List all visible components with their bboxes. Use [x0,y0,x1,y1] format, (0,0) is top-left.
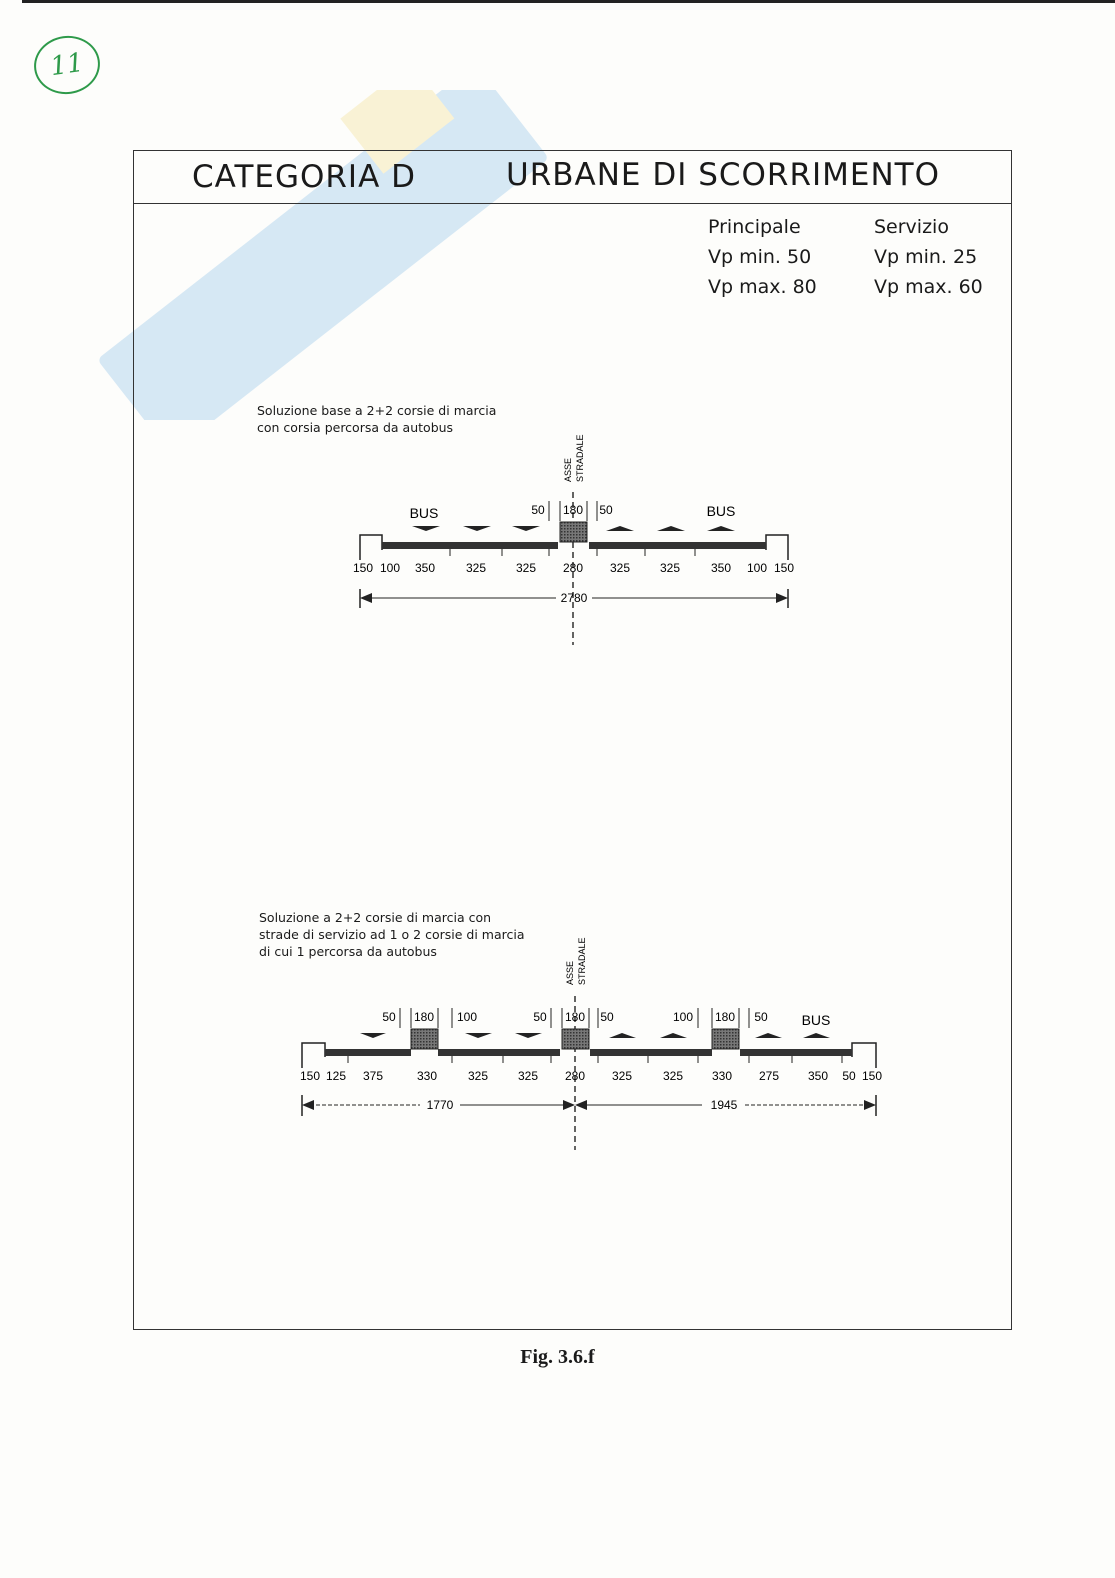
dimension-label: 180 [413,1010,435,1024]
direction-arrow [609,1033,636,1038]
speed-principale-min: Vp min. 50 [708,246,812,268]
speed-servizio-label: Servizio [874,216,949,238]
diagram2-caption-line: di cui 1 percorsa da autobus [259,944,437,959]
dimension-label: 50 [754,1010,768,1024]
lane-dimension: 150 [861,1069,883,1083]
central-median [562,1029,589,1049]
figure-caption: Fig. 3.6.f [520,1346,595,1368]
lane-dimension: 350 [710,561,732,575]
right-sidewalk [852,1043,876,1068]
lane-dimension: 125 [325,1069,347,1083]
total-left-label: 1770 [426,1098,454,1112]
lane-dimension: 375 [362,1069,384,1083]
dimension-label: 50 [600,1010,614,1024]
right-carriageway [590,1049,712,1056]
diagram1-caption-line: Soluzione base a 2+2 corsie di marcia [257,403,497,418]
direction-arrow [465,1033,492,1038]
dimension-label: 180 [562,503,584,517]
lane-dimension: 50 [842,1069,856,1083]
left-service-road [325,1049,411,1056]
lane-dimension: 325 [609,561,631,575]
lane-dimension: 150 [299,1069,321,1083]
dimension-label: 100 [672,1010,694,1024]
lane-dimension: 325 [467,1069,489,1083]
axis-label: STRADALE [575,434,585,482]
lane-dimension: 275 [758,1069,780,1083]
direction-arrow [515,1033,542,1038]
diagram2-caption-line: strade di servizio ad 1 o 2 corsie di marcia [259,927,525,942]
total-width-label: 2780 [560,591,588,605]
diagram2-caption-line: Soluzione a 2+2 corsie di marcia con [259,910,492,925]
dimension-label: 50 [533,1010,547,1024]
lane-dimension: 325 [611,1069,633,1083]
lane-dimension: 325 [662,1069,684,1083]
lane-dimension: 350 [414,561,436,575]
speed-principale-max: Vp max. 80 [708,276,817,298]
axis-label: ASSE [563,457,573,482]
lane-dimension: 330 [416,1069,438,1083]
bus-label: BUS [706,503,736,519]
lane-dimension: 325 [659,561,681,575]
category-title: CATEGORIA D [192,159,417,195]
dimension-label: 50 [599,503,613,517]
bus-label: BUS [409,505,439,521]
speed-servizio-max: Vp max. 60 [874,276,983,298]
lane-dimension: 325 [517,1069,539,1083]
lane-dimension: 100 [746,561,768,575]
bus-label: BUS [801,1012,831,1028]
dimension-label: 180 [714,1010,736,1024]
diagram1-caption-line: con corsia percorsa da autobus [257,420,454,435]
right-service-road [740,1049,852,1056]
left-sidewalk [302,1043,325,1068]
dimension-label: 180 [564,1010,586,1024]
direction-arrow [660,1033,687,1038]
lane-dimension: 280 [562,561,584,575]
total-right-label: 1945 [710,1098,738,1112]
direction-arrow [360,1033,386,1038]
lane-dimension: 325 [515,561,537,575]
page-number: 11 [30,32,103,99]
lane-dimension: 100 [379,561,401,575]
left-carriageway [438,1049,560,1056]
dimension-label: 100 [456,1010,478,1024]
speed-principale-label: Principale [708,216,801,238]
road-type-title: URBANE DI SCORRIMENTO [506,157,941,193]
axis-label: STRADALE [577,937,587,985]
axis-label: ASSE [565,960,575,985]
lane-dimension: 325 [465,561,487,575]
right-side-median [712,1029,739,1049]
lane-dimension: 330 [711,1069,733,1083]
lane-dimension: 150 [773,561,795,575]
direction-arrow [803,1033,830,1038]
direction-arrow [755,1033,782,1038]
left-side-median [411,1029,438,1049]
lane-dimension: 350 [807,1069,829,1083]
dimension-label: 50 [382,1010,396,1024]
lane-dimension: 150 [352,561,374,575]
lane-dimension: 280 [564,1069,586,1083]
dimension-label: 50 [531,503,545,517]
speed-servizio-min: Vp min. 25 [874,246,978,268]
